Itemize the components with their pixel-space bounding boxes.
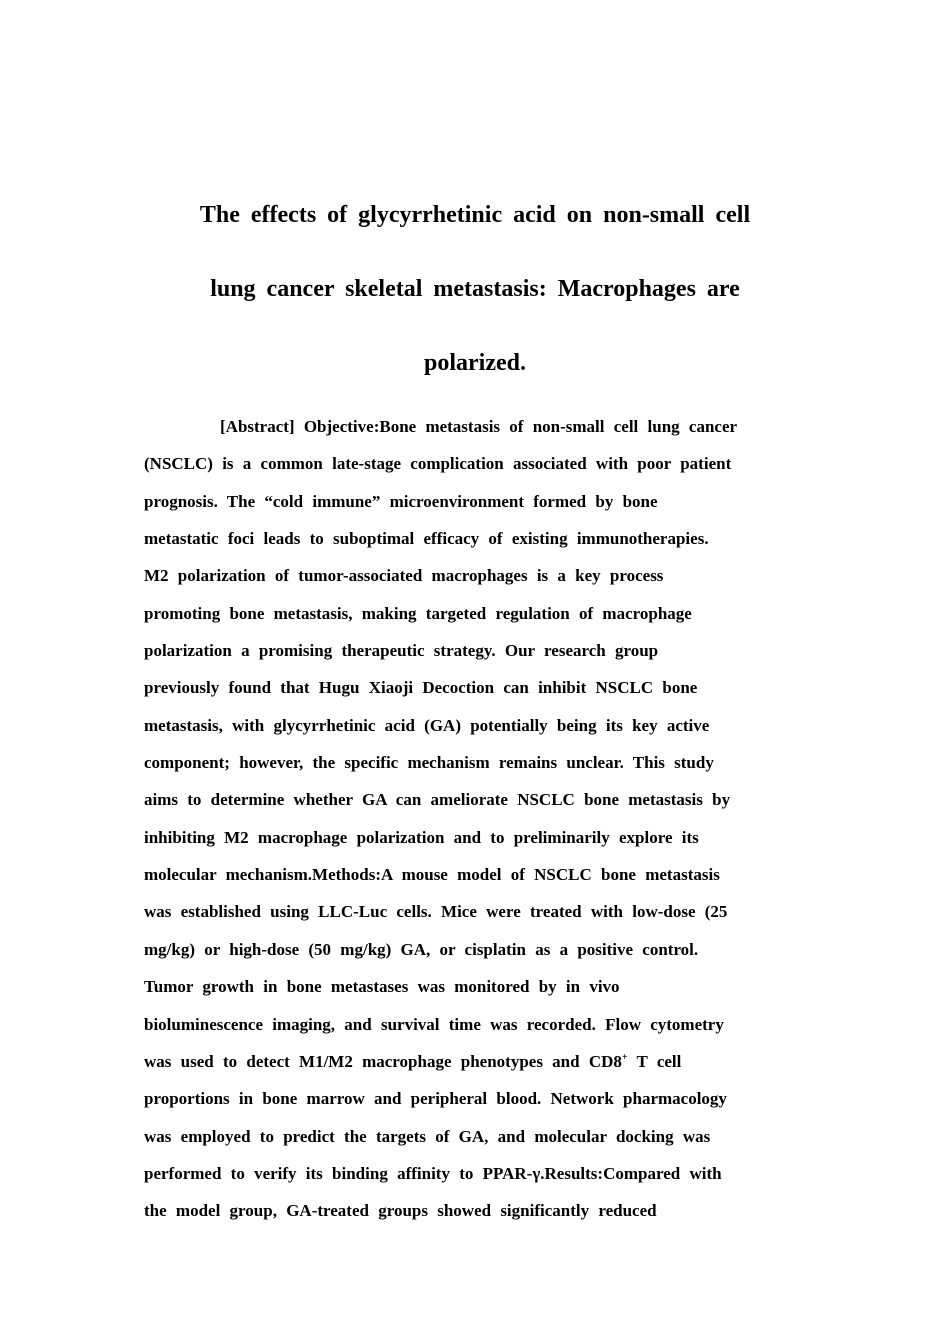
abstract-body bbox=[144, 408, 798, 1230]
abstract-line: performed to verify its binding affinity to PPAR-γ.Results:Compared with bbox=[144, 1163, 722, 1183]
abstract-line: previously found that Hugu Xiaoji Decoction can inhibit NSCLC bone bbox=[144, 678, 698, 698]
cd8-superscript: + bbox=[621, 1051, 628, 1063]
abstract-line: metastatic foci leads to suboptimal efficacy of existing immunotherapies. bbox=[144, 529, 709, 549]
abstract-line: was established using LLC-Luc cells. Mice were treated with low-dose (25 bbox=[144, 902, 728, 922]
abstract-line: proportions in bone marrow and peripheral blood. Network pharmacology bbox=[144, 1089, 727, 1109]
abstract-line: metastasis, with glycyrrhetinic acid (GA) potentially being its key active bbox=[144, 715, 710, 735]
abstract-line: mg/kg) or high-dose (50 mg/kg) GA, or cisplatin as a positive control. bbox=[144, 939, 699, 959]
cd8-text-after: T cell bbox=[627, 1051, 682, 1071]
abstract-line-cd8 bbox=[144, 1043, 798, 1080]
abstract-line: polarization a promising therapeutic strategy. Our research group bbox=[144, 641, 659, 661]
abstract-line: bioluminescence imaging, and survival time was recorded. Flow cytometry bbox=[144, 1014, 724, 1034]
abstract-line: (NSCLC) is a common late-stage complication associated with poor patient bbox=[144, 454, 732, 474]
abstract-line: molecular mechanism.Methods:A mouse model of NSCLC bone metastasis bbox=[144, 865, 720, 885]
abstract-line: promoting bone metastasis, making targeted regulation of macrophage bbox=[144, 603, 692, 623]
title-line: polarized. bbox=[424, 350, 526, 376]
cd8-text-before: was used to detect M1/M2 macrophage phenotypes and CD8 bbox=[144, 1051, 622, 1071]
abstract-line: was employed to predict the targets of GA, and molecular docking was bbox=[144, 1126, 711, 1146]
abstract-line: aims to determine whether GA can ameliorate NSCLC bone metastasis by bbox=[144, 790, 731, 810]
paper-title bbox=[150, 178, 800, 400]
abstract-line: inhibiting M2 macrophage polarization and to preliminarily explore its bbox=[144, 827, 699, 847]
abstract-line: prognosis. The “cold immune” microenvironment formed by bone bbox=[144, 491, 658, 511]
title-line: The effects of glycyrrhetinic acid on non-small cell bbox=[199, 202, 751, 228]
abstract-line: the model group, GA-treated groups showed significantly reduced bbox=[144, 1201, 657, 1221]
abstract-line: [Abstract] Objective:Bone metastasis of non-small cell lung cancer bbox=[220, 417, 738, 436]
abstract-line: Tumor growth in bone metastases was monitored by in vivo bbox=[144, 977, 620, 997]
title-line: lung cancer skeletal metastasis: Macrophages are bbox=[210, 276, 740, 302]
abstract-line: component; however, the specific mechanism remains unclear. This study bbox=[144, 753, 714, 773]
abstract-line: M2 polarization of tumor-associated macrophages is a key process bbox=[144, 566, 664, 586]
